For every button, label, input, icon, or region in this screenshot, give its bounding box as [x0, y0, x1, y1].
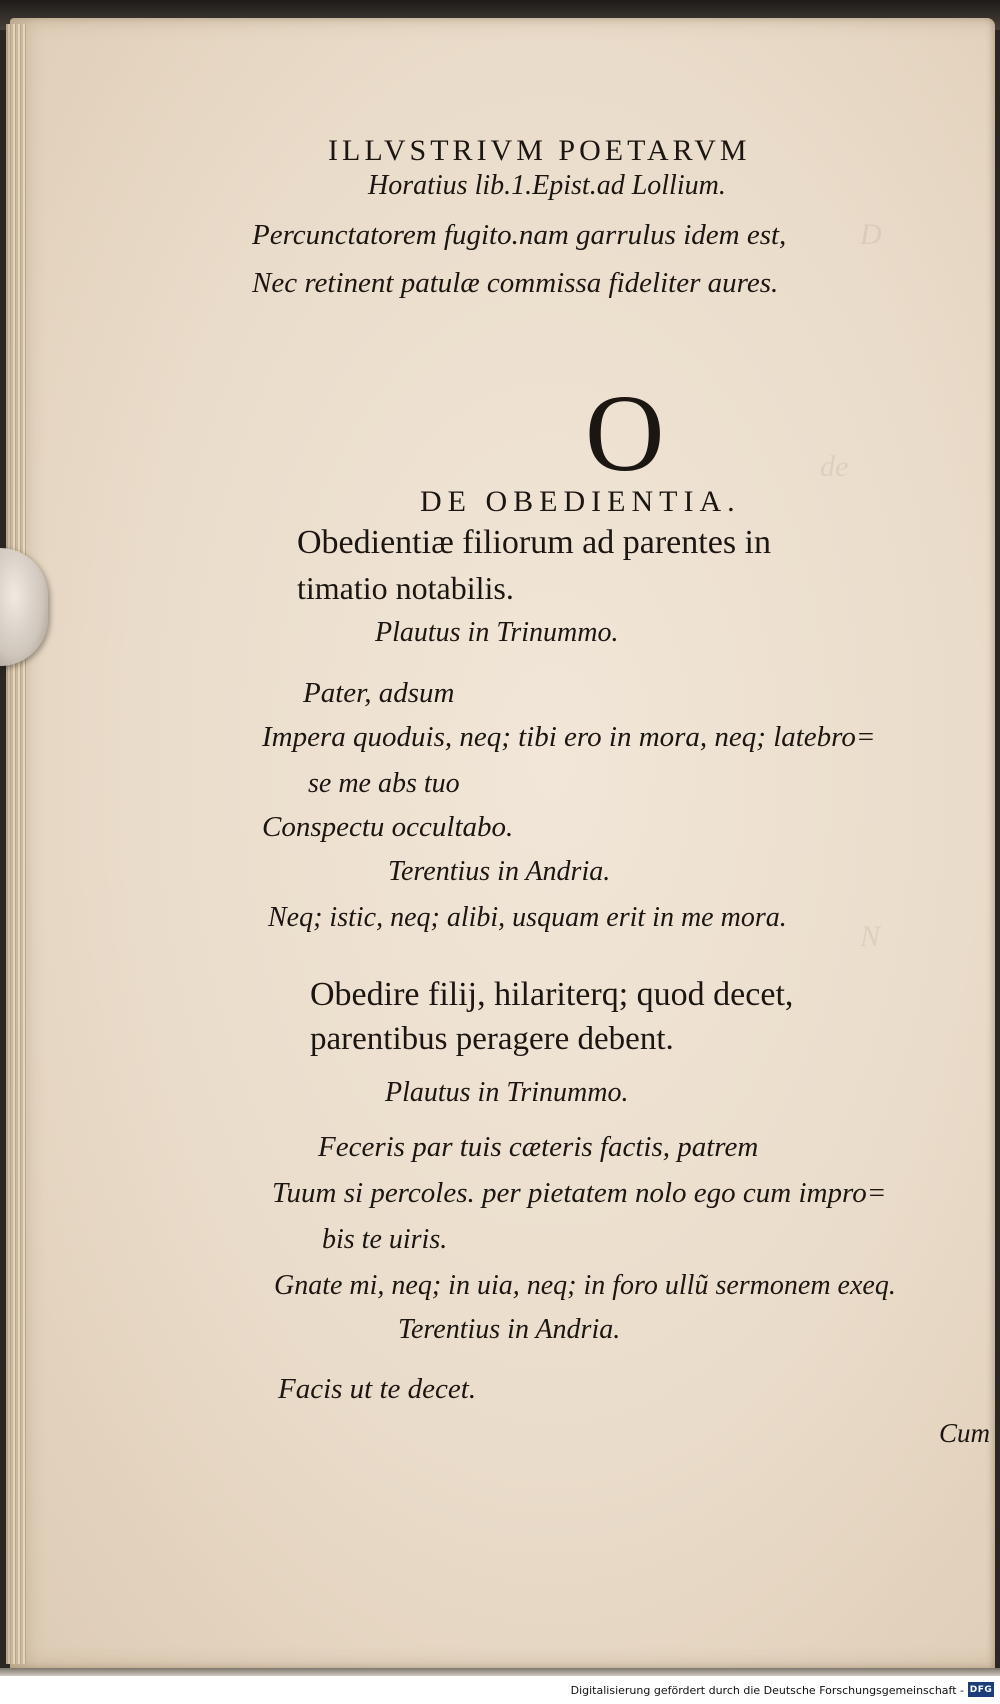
text-line: Plautus in Trinummo. [385, 1077, 629, 1108]
text-line: Neq; istic, neq; alibi, usquam erit in me mora. [268, 902, 787, 933]
text-line: Obedire filij, hilariterq; quod decet, [310, 976, 794, 1013]
dfg-logo-icon: DFG [968, 1682, 994, 1697]
text-line: Facis ut te decet. [278, 1373, 477, 1405]
text-line: Feceris par tuis cæteris factis, patrem [318, 1131, 759, 1163]
text-line: Plautus in Trinummo. [375, 617, 619, 648]
text-line: Percunctatorem fugito.nam garrulus idem est, [252, 219, 787, 251]
text-line: Nec retinent patulæ commissa fideliter aures. [252, 267, 779, 299]
catchword: Cum [938, 1418, 990, 1448]
text-line: se me abs tuo [308, 768, 460, 799]
text-line: Tuum si percoles. per pietatem nolo ego cum impro= [272, 1177, 887, 1209]
section-letter: O [585, 372, 665, 494]
page-edges [6, 24, 26, 1664]
show-through: D [860, 218, 882, 251]
text-line: Horatius lib.1.Epist.ad Lollium. [368, 170, 726, 201]
text-line: timatio notabilis. [297, 570, 514, 606]
book-bottom-edge [0, 1668, 1000, 1676]
text-line: bis te uiris. [322, 1224, 448, 1255]
show-through: de [820, 450, 849, 483]
text-line: Gnate mi, neq; in uia, neq; in foro ullũ sermonem exeq. [274, 1270, 896, 1301]
text-line: Terentius in Andria. [398, 1314, 621, 1345]
running-title: ILLVSTRIVM POETARVM [328, 134, 751, 167]
text-line: Pater, adsum [303, 677, 455, 709]
text-line: parentibus peragere debent. [310, 1021, 674, 1057]
text-line: Terentius in Andria. [388, 856, 611, 887]
text-line: Conspectu occultabo. [262, 811, 514, 843]
digitization-credit: Digitalisierung gefördert durch die Deutsche Forschungsgemeinschaft - [570, 1684, 964, 1697]
text-line: Impera quoduis, neq; tibi ero in mora, neq; latebro= [262, 721, 876, 753]
section-heading: DE OBEDIENTIA. [420, 485, 741, 518]
text-line: Obedientiæ filiorum ad parentes in [297, 524, 771, 561]
show-through: N [860, 920, 881, 953]
